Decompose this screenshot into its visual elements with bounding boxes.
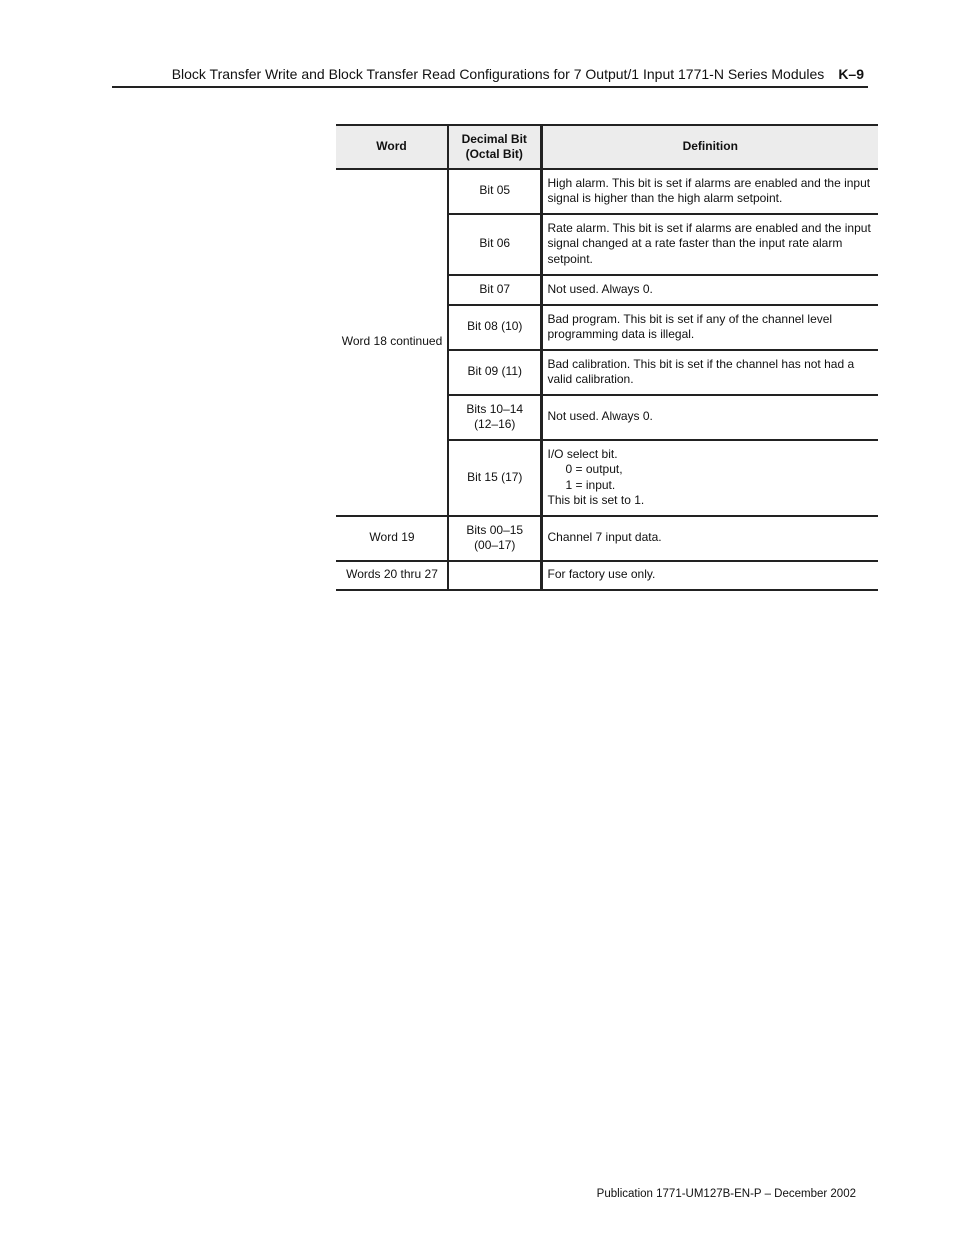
bit-cell: Bit 07 (448, 275, 541, 305)
word-19-cell: Word 19 (336, 516, 448, 561)
definition-cell: Not used. Always 0. (541, 395, 878, 440)
publication-footer: Publication 1771-UM127B-EN-P – December 2002 (596, 1188, 856, 1200)
bit-cell-line2: (00–17) (474, 538, 516, 552)
column-header-word: Word (336, 125, 448, 169)
bit-cell: Bit 05 (448, 169, 541, 214)
definition-line: This bit is set to 1. (547, 493, 645, 507)
bit-definition-table (336, 124, 878, 591)
word-18-cell: Word 18 continued (336, 169, 448, 516)
page-header (112, 64, 868, 88)
definition-cell: Channel 7 input data. (541, 516, 878, 561)
bit-cell (448, 561, 541, 590)
definition-line: I/O select bit. (547, 446, 618, 461)
table-row (336, 516, 878, 561)
definition-cell: High alarm. This bit is set if alarms are enabled and the input signal is higher than the high alarm setpoint. (541, 169, 878, 214)
bit-cell: Bit 08 (10) (448, 305, 541, 350)
table-row (336, 169, 878, 214)
bit-cell: Bit 06 (448, 214, 541, 275)
bit-cell-line1: Bits 00–15 (466, 522, 524, 537)
definition-cell: For factory use only. (541, 561, 878, 590)
bit-cell: Bit 09 (11) (448, 350, 541, 395)
column-header-bit-line2: (Octal Bit) (465, 147, 523, 161)
header-title: Block Transfer Write and Block Transfer Read Configurations for 7 Output/1 Input 1771-N Series Modules (171, 66, 825, 82)
definition-cell: Not used. Always 0. (541, 275, 878, 305)
words-20-27-cell: Words 20 thru 27 (336, 561, 448, 590)
column-header-bit (448, 125, 541, 169)
bit-cell (448, 516, 541, 561)
definition-cell: Bad program. This bit is set if any of the channel level programming data is illegal. (541, 305, 878, 350)
bit-cell: Bit 15 (17) (448, 440, 541, 516)
column-header-definition: Definition (541, 125, 878, 169)
definition-cell: Bad calibration. This bit is set if the channel has not had a valid calibration. (541, 350, 878, 395)
bit-cell-line1: Bits 10–14 (466, 401, 524, 416)
table-header-row (336, 125, 878, 169)
definition-line: 0 = output, (565, 462, 623, 476)
table-row (336, 561, 878, 590)
column-header-bit-line1: Decimal Bit (461, 131, 527, 146)
bit-cell (448, 395, 541, 440)
definition-cell (541, 440, 878, 516)
bit-cell-line2: (12–16) (474, 417, 516, 431)
definition-cell: Rate alarm. This bit is set if alarms are enabled and the input signal changed at a rate faster than the input rate alarm setpoint. (541, 214, 878, 275)
page-number: K–9 (838, 66, 864, 82)
definition-line: 1 = input. (565, 477, 616, 492)
